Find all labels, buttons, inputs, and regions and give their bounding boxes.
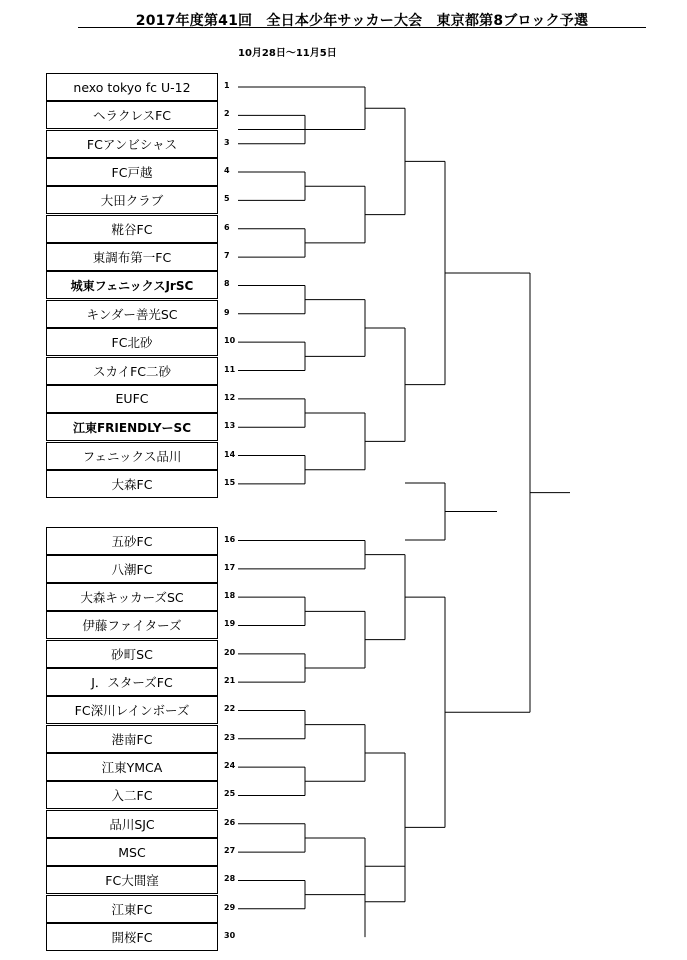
team-number: 23: [224, 732, 236, 742]
team-number: 14: [224, 449, 236, 459]
team-number: 12: [224, 392, 236, 402]
team-name: FC大間窪: [46, 866, 218, 894]
team-name: 江東FC: [46, 895, 218, 923]
team-name: スカイFC二砂: [46, 357, 218, 385]
team-name: 品川SJC: [46, 810, 218, 838]
team-number: 24: [224, 761, 236, 771]
team-number: 9: [224, 307, 230, 317]
team-name: 東調布第一FC: [46, 243, 218, 271]
team-number: 3: [224, 137, 230, 147]
team-number: 13: [224, 421, 236, 431]
team-number: 22: [224, 704, 236, 714]
team-name: 大田クラブ: [46, 186, 218, 214]
team-name: 開桜FC: [46, 923, 218, 951]
team-number: 4: [224, 166, 230, 176]
team-number: 20: [224, 647, 236, 657]
team-number: 29: [224, 902, 236, 912]
team-name: 八潮FC: [46, 555, 218, 583]
team-number: 1: [224, 81, 230, 90]
team-name: nexo tokyo fc U-12: [46, 73, 218, 101]
team-number: 6: [224, 222, 230, 232]
team-name: FC北砂: [46, 328, 218, 356]
team-name: MSC: [46, 838, 218, 866]
team-name: J．スターズFC: [46, 668, 218, 696]
team-number: 25: [224, 789, 236, 799]
team-name: キンダー善光SC: [46, 300, 218, 328]
team-number: 27: [224, 846, 236, 856]
team-name: FC深川レインボーズ: [46, 696, 218, 724]
team-name: フェニックス品川: [46, 442, 218, 470]
team-number: 10: [224, 336, 236, 346]
team-number: 19: [224, 619, 236, 629]
team-name: 伊藤ファイターズ: [46, 611, 218, 639]
tournament-dates: 10月28日～11月5日: [238, 48, 337, 59]
team-name: EUFC: [46, 385, 218, 413]
team-name: 港南FC: [46, 725, 218, 753]
team-name: 大森キッカーズSC: [46, 583, 218, 611]
team-number: 26: [224, 817, 236, 827]
team-name: 城東フェニックスJrSC: [46, 271, 218, 299]
team-name: FC戸越: [46, 158, 218, 186]
team-name: FCアンビシャス: [46, 130, 218, 158]
team-name: 江東YMCA: [46, 753, 218, 781]
team-number: 7: [224, 251, 230, 261]
team-number: 11: [224, 364, 236, 374]
team-number: 30: [224, 931, 236, 941]
team-number: 8: [224, 279, 230, 289]
team-name: 糀谷FC: [46, 215, 218, 243]
team-name: ヘラクレスFC: [46, 101, 218, 129]
team-name: 入二FC: [46, 781, 218, 809]
team-number: 21: [224, 676, 236, 686]
team-name: 江東FRIENDLYーSC: [46, 413, 218, 441]
page-title: 2017年度第41回 全日本少年サッカー大会 東京都第8ブロック予選: [135, 13, 589, 29]
team-name: 砂町SC: [46, 640, 218, 668]
team-name: 五砂FC: [46, 527, 218, 555]
team-number: 28: [224, 874, 236, 884]
team-number: 16: [224, 534, 236, 544]
team-number: 5: [224, 194, 230, 204]
team-number: 15: [224, 477, 236, 487]
team-number: 2: [224, 109, 230, 119]
team-number: 17: [224, 562, 236, 572]
team-name: 大森FC: [46, 470, 218, 498]
team-number: 18: [224, 591, 236, 601]
